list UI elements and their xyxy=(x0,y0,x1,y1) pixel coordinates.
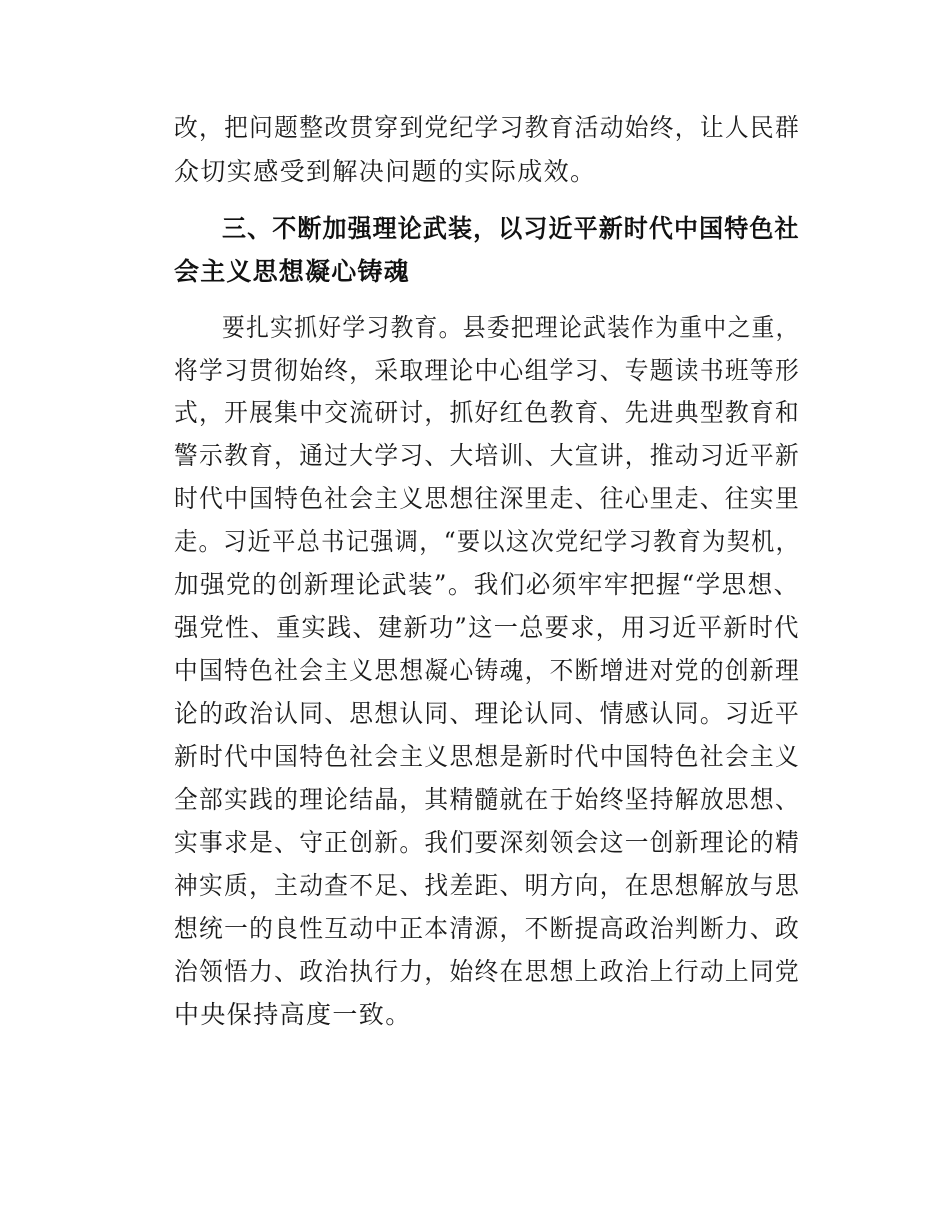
paragraph-line: 论的政治认同、思想认同、理论认同、情感认同。习近平 xyxy=(174,699,801,728)
section-heading: 三、不断加强理论武装，以习近平新时代中国特色社 xyxy=(222,214,800,243)
paragraph-line: 神实质，主动查不足、找差距、明方向，在思想解放与思 xyxy=(174,871,801,900)
paragraph-line: 新时代中国特色社会主义思想是新时代中国特色社会主义 xyxy=(174,742,801,771)
paragraph-line: 警示教育，通过大学习、大培训、大宣讲，推动习近平新 xyxy=(174,441,801,470)
paragraph-line: 时代中国特色社会主义思想往深里走、往心里走、往实里 xyxy=(174,484,801,513)
paragraph-line: 要扎实抓好学习教育。县委把理论武装作为重中之重， xyxy=(222,313,800,342)
paragraph-line: 中国特色社会主义思想凝心铸魂，不断增进对党的创新理 xyxy=(174,656,801,685)
paragraph-line: 想统一的良性互动中正本清源，不断提高政治判断力、政 xyxy=(174,914,801,943)
paragraph-line: 治领悟力、政治执行力，始终在思想上政治上行动上同党 xyxy=(174,957,801,986)
section-heading: 会主义思想凝心铸魂 xyxy=(174,257,410,286)
paragraph-line: 众切实感受到解决问题的实际成效。 xyxy=(174,157,597,186)
paragraph-line: 走。习近平总书记强调，“要以这次党纪学习教育为契机， xyxy=(174,527,801,556)
paragraph-line: 全部实践的理论结晶，其精髓就在于始终坚持解放思想、 xyxy=(174,785,801,814)
paragraph-line: 将学习贯彻始终，采取理论中心组学习、专题读书班等形 xyxy=(174,356,801,385)
paragraph-line: 式，开展集中交流研讨，抓好红色教育、先进典型教育和 xyxy=(174,398,801,427)
paragraph-line: 强党性、重实践、建新功”这一总要求，用习近平新时代 xyxy=(174,613,800,642)
paragraph-line: 改，把问题整改贯穿到党纪学习教育活动始终，让人民群 xyxy=(174,113,801,142)
paragraph-line: 中央保持高度一致。 xyxy=(174,1000,412,1029)
paragraph-line: 实事求是、守正创新。我们要深刻领会这一创新理论的精 xyxy=(174,828,801,857)
paragraph-line: 加强党的创新理论武装”。我们必须牢牢把握“学思想、 xyxy=(174,570,800,599)
